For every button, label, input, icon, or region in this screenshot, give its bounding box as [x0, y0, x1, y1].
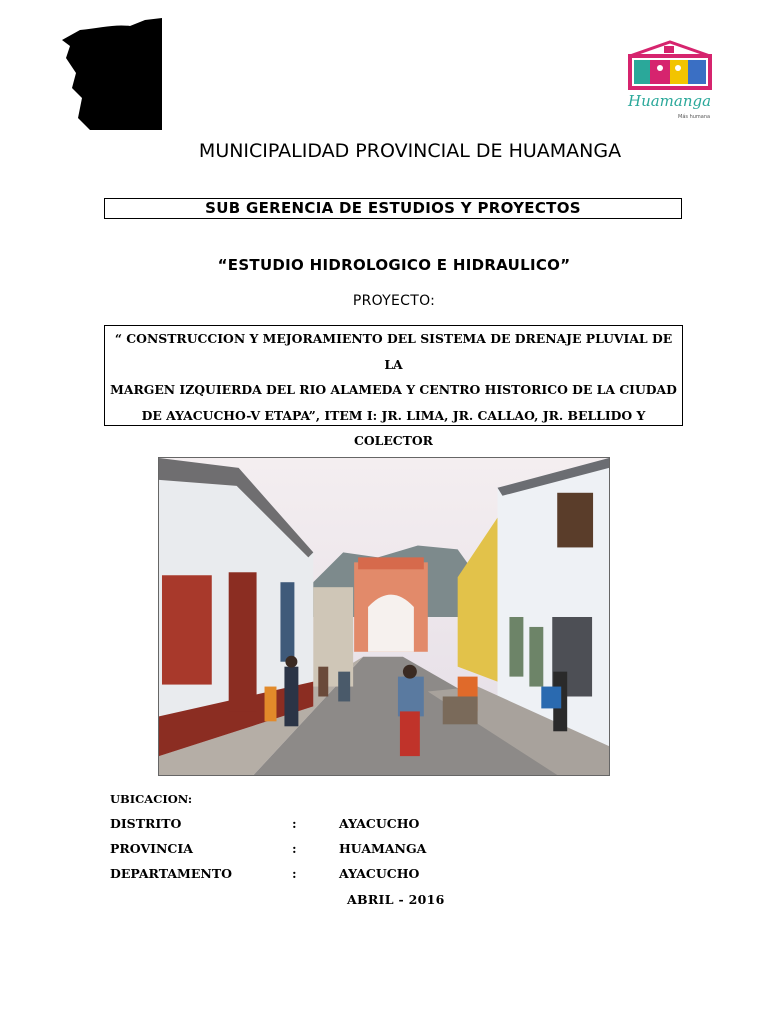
- location-value: AYACUCHO: [339, 816, 420, 831]
- left-logo-image: [60, 18, 164, 130]
- project-line: “ CONSTRUCCION Y MEJORAMIENTO DEL SISTEMA DE DRENAJE PLUVIAL DE LA: [114, 331, 673, 372]
- project-line: DE AYACUCHO-V ETAPA”, ITEM I: JR. LIMA, JR. CALLAO, JR. BELLIDO Y COLECTOR: [141, 407, 646, 448]
- location-value: HUAMANGA: [339, 841, 427, 856]
- sub-office-box: SUB GERENCIA DE ESTUDIOS Y PROYECTOS: [104, 198, 682, 219]
- location-title: UBICACION:: [110, 792, 193, 806]
- location-label: PROVINCIA: [110, 841, 193, 856]
- location-row-provincia: [110, 841, 530, 861]
- location-row-departamento: [110, 866, 530, 886]
- project-line: MARGEN IZQUIERDA DEL RIO ALAMEDA Y CENTRO HISTORICO DE LA CIUDAD: [110, 382, 677, 397]
- logo-tagline: Más humana: [678, 114, 711, 120]
- document-date: ABRIL - 2016: [347, 892, 445, 907]
- location-separator: :: [292, 816, 297, 831]
- street-photo: [158, 457, 610, 776]
- location-separator: :: [292, 866, 297, 881]
- organization-title: MUNICIPALIDAD PROVINCIAL DE HUAMANGA: [198, 140, 622, 162]
- huamanga-logo: [620, 40, 720, 122]
- location-label: DEPARTAMENTO: [110, 866, 233, 881]
- location-value: AYACUCHO: [339, 866, 420, 881]
- location-separator: :: [292, 841, 297, 856]
- study-title: “ESTUDIO HIDROLOGICO E HIDRAULICO”: [217, 256, 571, 274]
- project-description-box: [104, 325, 683, 448]
- location-label: DISTRITO: [110, 816, 182, 831]
- logo-wordmark: Huamanga: [628, 92, 712, 110]
- project-label: PROYECTO:: [352, 293, 436, 309]
- location-row-distrito: [110, 816, 530, 836]
